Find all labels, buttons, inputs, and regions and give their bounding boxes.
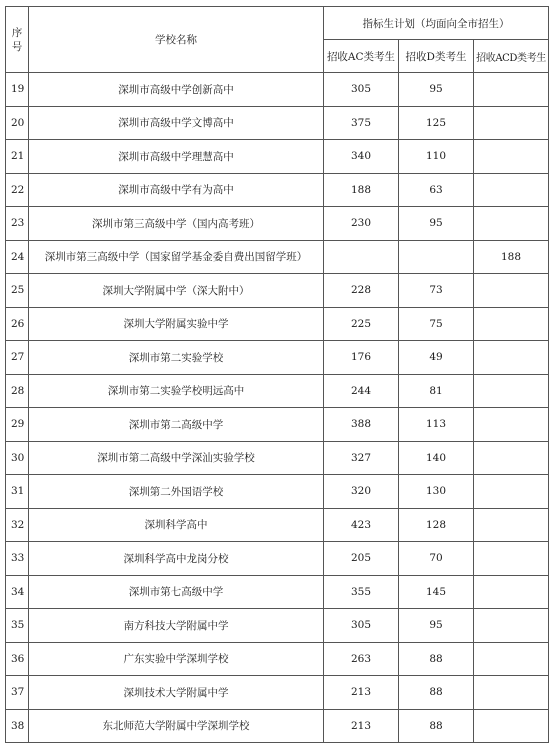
plan-header: 指标生计划（均面向全市招生） bbox=[324, 7, 549, 40]
d-quota-cell: 49 bbox=[399, 341, 474, 375]
school-name-cell: 深圳市第二高级中学深汕实验学校 bbox=[29, 441, 324, 475]
acd-quota-cell bbox=[474, 508, 549, 542]
acd-quota-cell bbox=[474, 575, 549, 609]
ac-quota-cell: 213 bbox=[324, 676, 399, 710]
school-name-cell: 深圳市第三高级中学（国内高考班） bbox=[29, 207, 324, 241]
acd-quota-cell: 188 bbox=[474, 240, 549, 274]
ac-quota-cell: 305 bbox=[324, 73, 399, 107]
ac-quota-cell: 228 bbox=[324, 274, 399, 308]
d-quota-cell: 75 bbox=[399, 307, 474, 341]
school-name-cell: 深圳市高级中学有为高中 bbox=[29, 173, 324, 207]
school-name-cell: 深圳市第二实验学校 bbox=[29, 341, 324, 375]
row-number-cell: 24 bbox=[6, 240, 29, 274]
row-number-cell: 29 bbox=[6, 408, 29, 442]
row-number-cell: 37 bbox=[6, 676, 29, 710]
acd-quota-cell bbox=[474, 73, 549, 107]
acd-quota-cell bbox=[474, 542, 549, 576]
table-row bbox=[6, 609, 549, 643]
acd-quota-cell bbox=[474, 274, 549, 308]
row-number-cell: 25 bbox=[6, 274, 29, 308]
acd-quota-cell bbox=[474, 106, 549, 140]
d-header: 招收D类考生 bbox=[399, 40, 474, 73]
acd-header: 招收ACD类考生 bbox=[474, 40, 549, 73]
school-name-cell: 深圳市第二实验学校明远高中 bbox=[29, 374, 324, 408]
d-quota-cell: 73 bbox=[399, 274, 474, 308]
school-name-cell: 深圳大学附属中学（深大附中） bbox=[29, 274, 324, 308]
d-quota-cell: 70 bbox=[399, 542, 474, 576]
school-name-cell: 深圳市高级中学创新高中 bbox=[29, 73, 324, 107]
row-number-cell: 35 bbox=[6, 609, 29, 643]
table-row bbox=[6, 173, 549, 207]
row-number-cell: 19 bbox=[6, 73, 29, 107]
table-row bbox=[6, 508, 549, 542]
d-quota-cell: 95 bbox=[399, 609, 474, 643]
acd-quota-cell bbox=[474, 374, 549, 408]
acd-quota-cell bbox=[474, 307, 549, 341]
d-quota-cell: 140 bbox=[399, 441, 474, 475]
row-number-cell: 26 bbox=[6, 307, 29, 341]
table-row bbox=[6, 475, 549, 509]
d-quota-cell: 95 bbox=[399, 207, 474, 241]
school-name-cell: 南方科技大学附属中学 bbox=[29, 609, 324, 643]
ac-quota-cell: 263 bbox=[324, 642, 399, 676]
ac-quota-cell: 188 bbox=[324, 173, 399, 207]
acd-quota-cell bbox=[474, 475, 549, 509]
table-row bbox=[6, 374, 549, 408]
ac-quota-cell: 388 bbox=[324, 408, 399, 442]
school-name-header: 学校名称 bbox=[29, 7, 324, 73]
acd-quota-cell bbox=[474, 140, 549, 174]
table-row bbox=[6, 441, 549, 475]
school-name-cell: 深圳市第二高级中学 bbox=[29, 408, 324, 442]
acd-quota-cell bbox=[474, 408, 549, 442]
school-name-cell: 深圳大学附属实验中学 bbox=[29, 307, 324, 341]
ac-quota-cell: 176 bbox=[324, 341, 399, 375]
row-number-cell: 22 bbox=[6, 173, 29, 207]
row-number-cell: 38 bbox=[6, 709, 29, 743]
d-quota-cell: 145 bbox=[399, 575, 474, 609]
table-row bbox=[6, 207, 549, 241]
table-row bbox=[6, 106, 549, 140]
ac-quota-cell: 375 bbox=[324, 106, 399, 140]
d-quota-cell: 88 bbox=[399, 642, 474, 676]
ac-quota-cell: 320 bbox=[324, 475, 399, 509]
acd-quota-cell bbox=[474, 341, 549, 375]
table-row bbox=[6, 642, 549, 676]
acd-quota-cell bbox=[474, 642, 549, 676]
row-number-cell: 28 bbox=[6, 374, 29, 408]
d-quota-cell: 88 bbox=[399, 709, 474, 743]
ac-quota-cell: 423 bbox=[324, 508, 399, 542]
ac-quota-cell: 355 bbox=[324, 575, 399, 609]
row-number-cell: 32 bbox=[6, 508, 29, 542]
ac-quota-cell: 327 bbox=[324, 441, 399, 475]
ac-quota-cell: 230 bbox=[324, 207, 399, 241]
row-number-cell: 33 bbox=[6, 542, 29, 576]
ac-quota-cell bbox=[324, 240, 399, 274]
acd-quota-cell bbox=[474, 609, 549, 643]
d-quota-cell: 95 bbox=[399, 73, 474, 107]
table-row bbox=[6, 408, 549, 442]
table-row bbox=[6, 140, 549, 174]
school-name-cell: 深圳技术大学附属中学 bbox=[29, 676, 324, 710]
table-body bbox=[6, 73, 549, 743]
ac-quota-cell: 244 bbox=[324, 374, 399, 408]
ac-quota-cell: 305 bbox=[324, 609, 399, 643]
table-row bbox=[6, 73, 549, 107]
school-name-cell: 广东实验中学深圳学校 bbox=[29, 642, 324, 676]
d-quota-cell: 113 bbox=[399, 408, 474, 442]
table-row bbox=[6, 240, 549, 274]
seq-header bbox=[6, 7, 29, 73]
ac-quota-cell: 213 bbox=[324, 709, 399, 743]
acd-quota-cell bbox=[474, 676, 549, 710]
quota-plan-table bbox=[5, 6, 549, 743]
acd-quota-cell bbox=[474, 207, 549, 241]
row-number-cell: 31 bbox=[6, 475, 29, 509]
acd-quota-cell bbox=[474, 709, 549, 743]
d-quota-cell: 81 bbox=[399, 374, 474, 408]
d-quota-cell: 63 bbox=[399, 173, 474, 207]
ac-quota-cell: 225 bbox=[324, 307, 399, 341]
row-number-cell: 23 bbox=[6, 207, 29, 241]
school-name-cell: 深圳科学高中龙岗分校 bbox=[29, 542, 324, 576]
table-row bbox=[6, 676, 549, 710]
acd-quota-cell bbox=[474, 173, 549, 207]
table-row bbox=[6, 341, 549, 375]
table-row bbox=[6, 307, 549, 341]
row-number-cell: 34 bbox=[6, 575, 29, 609]
d-quota-cell bbox=[399, 240, 474, 274]
table-row bbox=[6, 542, 549, 576]
d-quota-cell: 128 bbox=[399, 508, 474, 542]
d-quota-cell: 130 bbox=[399, 475, 474, 509]
d-quota-cell: 125 bbox=[399, 106, 474, 140]
ac-quota-cell: 340 bbox=[324, 140, 399, 174]
row-number-cell: 36 bbox=[6, 642, 29, 676]
school-name-cell: 深圳市第七高级中学 bbox=[29, 575, 324, 609]
table-row bbox=[6, 709, 549, 743]
row-number-cell: 21 bbox=[6, 140, 29, 174]
ac-header: 招收AC类考生 bbox=[324, 40, 399, 73]
ac-quota-cell: 205 bbox=[324, 542, 399, 576]
row-number-cell: 27 bbox=[6, 341, 29, 375]
table-row bbox=[6, 274, 549, 308]
school-name-cell: 东北师范大学附属中学深圳学校 bbox=[29, 709, 324, 743]
seq-header-line-1: 序 bbox=[11, 26, 23, 39]
table-row bbox=[6, 575, 549, 609]
school-name-cell: 深圳第二外国语学校 bbox=[29, 475, 324, 509]
school-name-cell: 深圳市高级中学文博高中 bbox=[29, 106, 324, 140]
school-name-cell: 深圳科学高中 bbox=[29, 508, 324, 542]
row-number-cell: 20 bbox=[6, 106, 29, 140]
d-quota-cell: 88 bbox=[399, 676, 474, 710]
school-name-cell: 深圳市第三高级中学（国家留学基金委自费出国留学班） bbox=[29, 240, 324, 274]
row-number-cell: 30 bbox=[6, 441, 29, 475]
acd-quota-cell bbox=[474, 441, 549, 475]
school-name-cell: 深圳市高级中学理慧高中 bbox=[29, 140, 324, 174]
d-quota-cell: 110 bbox=[399, 140, 474, 174]
seq-header-line-2: 号 bbox=[11, 40, 23, 53]
